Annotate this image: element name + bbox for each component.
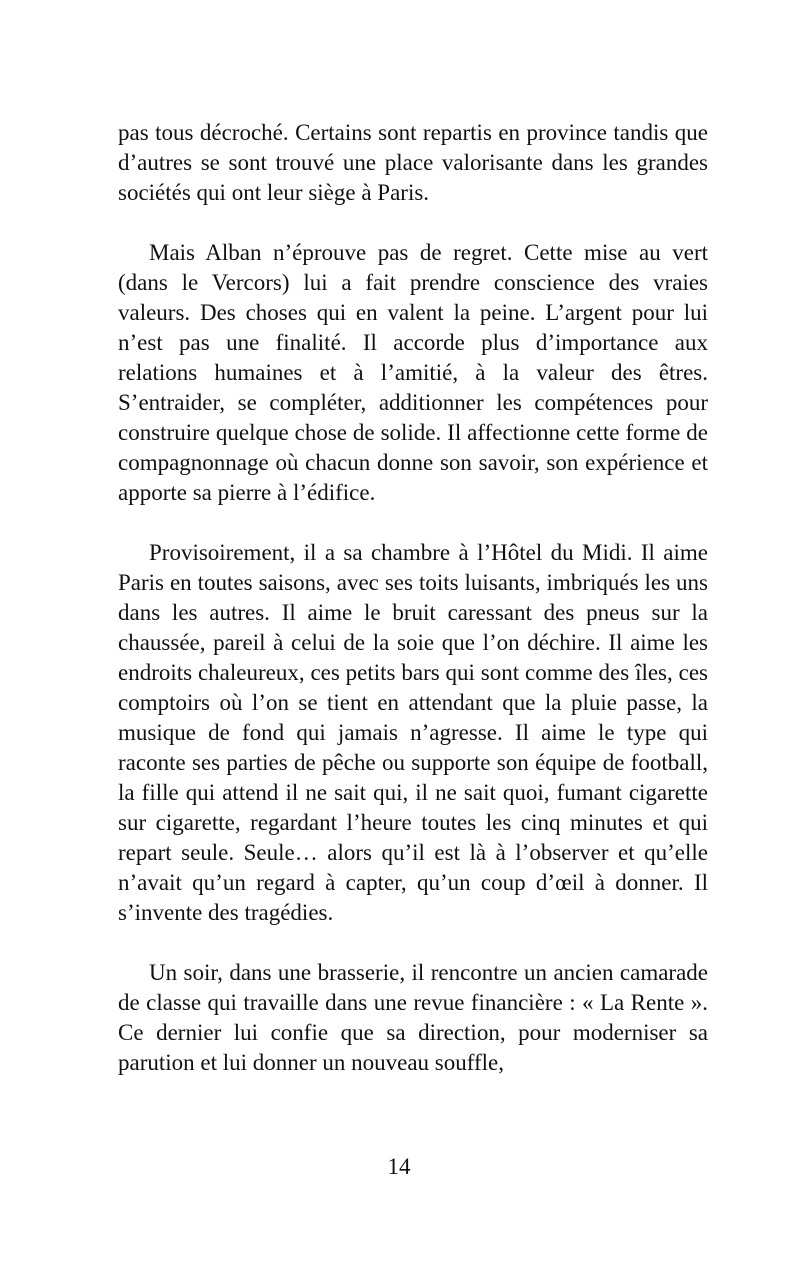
page-body	[118, 118, 708, 1108]
paragraph-1: pas tous décroché. Certains sont repartis en province tandis que d’autres se sont trouvé une place valorisante dans les grandes sociétés qui ont leur siège à Paris.	[118, 120, 708, 205]
page-number: 14	[387, 1154, 411, 1179]
paragraph-4: Un soir, dans une brasserie, il rencontre un ancien camarade de classe qui travaille dans une revue financière : « La Rente ». Ce dernier lui confie que sa direction, pour moderniser sa parution et lui donner un nouveau souffle,	[118, 960, 708, 1075]
paragraph-2: Mais Alban n’éprouve pas de regret. Cette mise au vert (dans le Vercors) lui a fait prendre conscience des vraies valeurs. Des choses qui en valent la peine. L’argent pour lui n’est pas une finalité. Il accorde plus d’importance aux relations humaines et à l’amitié, à la valeur des êtres. S’entraider, se compléter, additionner les compétences pour construire quelque chose de solide. Il affectionne cette forme de compagnonnage où chacun donne son savoir, son expérience et apporte sa pierre à l’édifice.	[118, 240, 708, 505]
paragraph-3: Provisoirement, il a sa chambre à l’Hôtel du Midi. Il aime Paris en toutes saisons, avec ses toits luisants, imbriqués les uns dans les autres. Il aime le bruit caressant des pneus sur la chaussée, pareil à celui de la soie que l’on déchire. Il aime les endroits chaleureux, ces petits bars qui sont comme des îles, ces comptoirs où l’on se tient en attendant que la pluie passe, la musique de fond qui jamais n’agresse. Il aime le type qui raconte ses parties de pêche ou supporte son équipe de football, la fille qui attend il ne sait qui, il ne sait quoi, fumant cigarette sur cigarette, regardant l’heure toutes les cinq minutes et qui repart seule. Seule… alors qu’il est là à l’observer et qu’elle n’avait qu’un regard à capter, qu’un coup d’œil à donner. Il s’invente des tragédies.	[118, 540, 708, 925]
